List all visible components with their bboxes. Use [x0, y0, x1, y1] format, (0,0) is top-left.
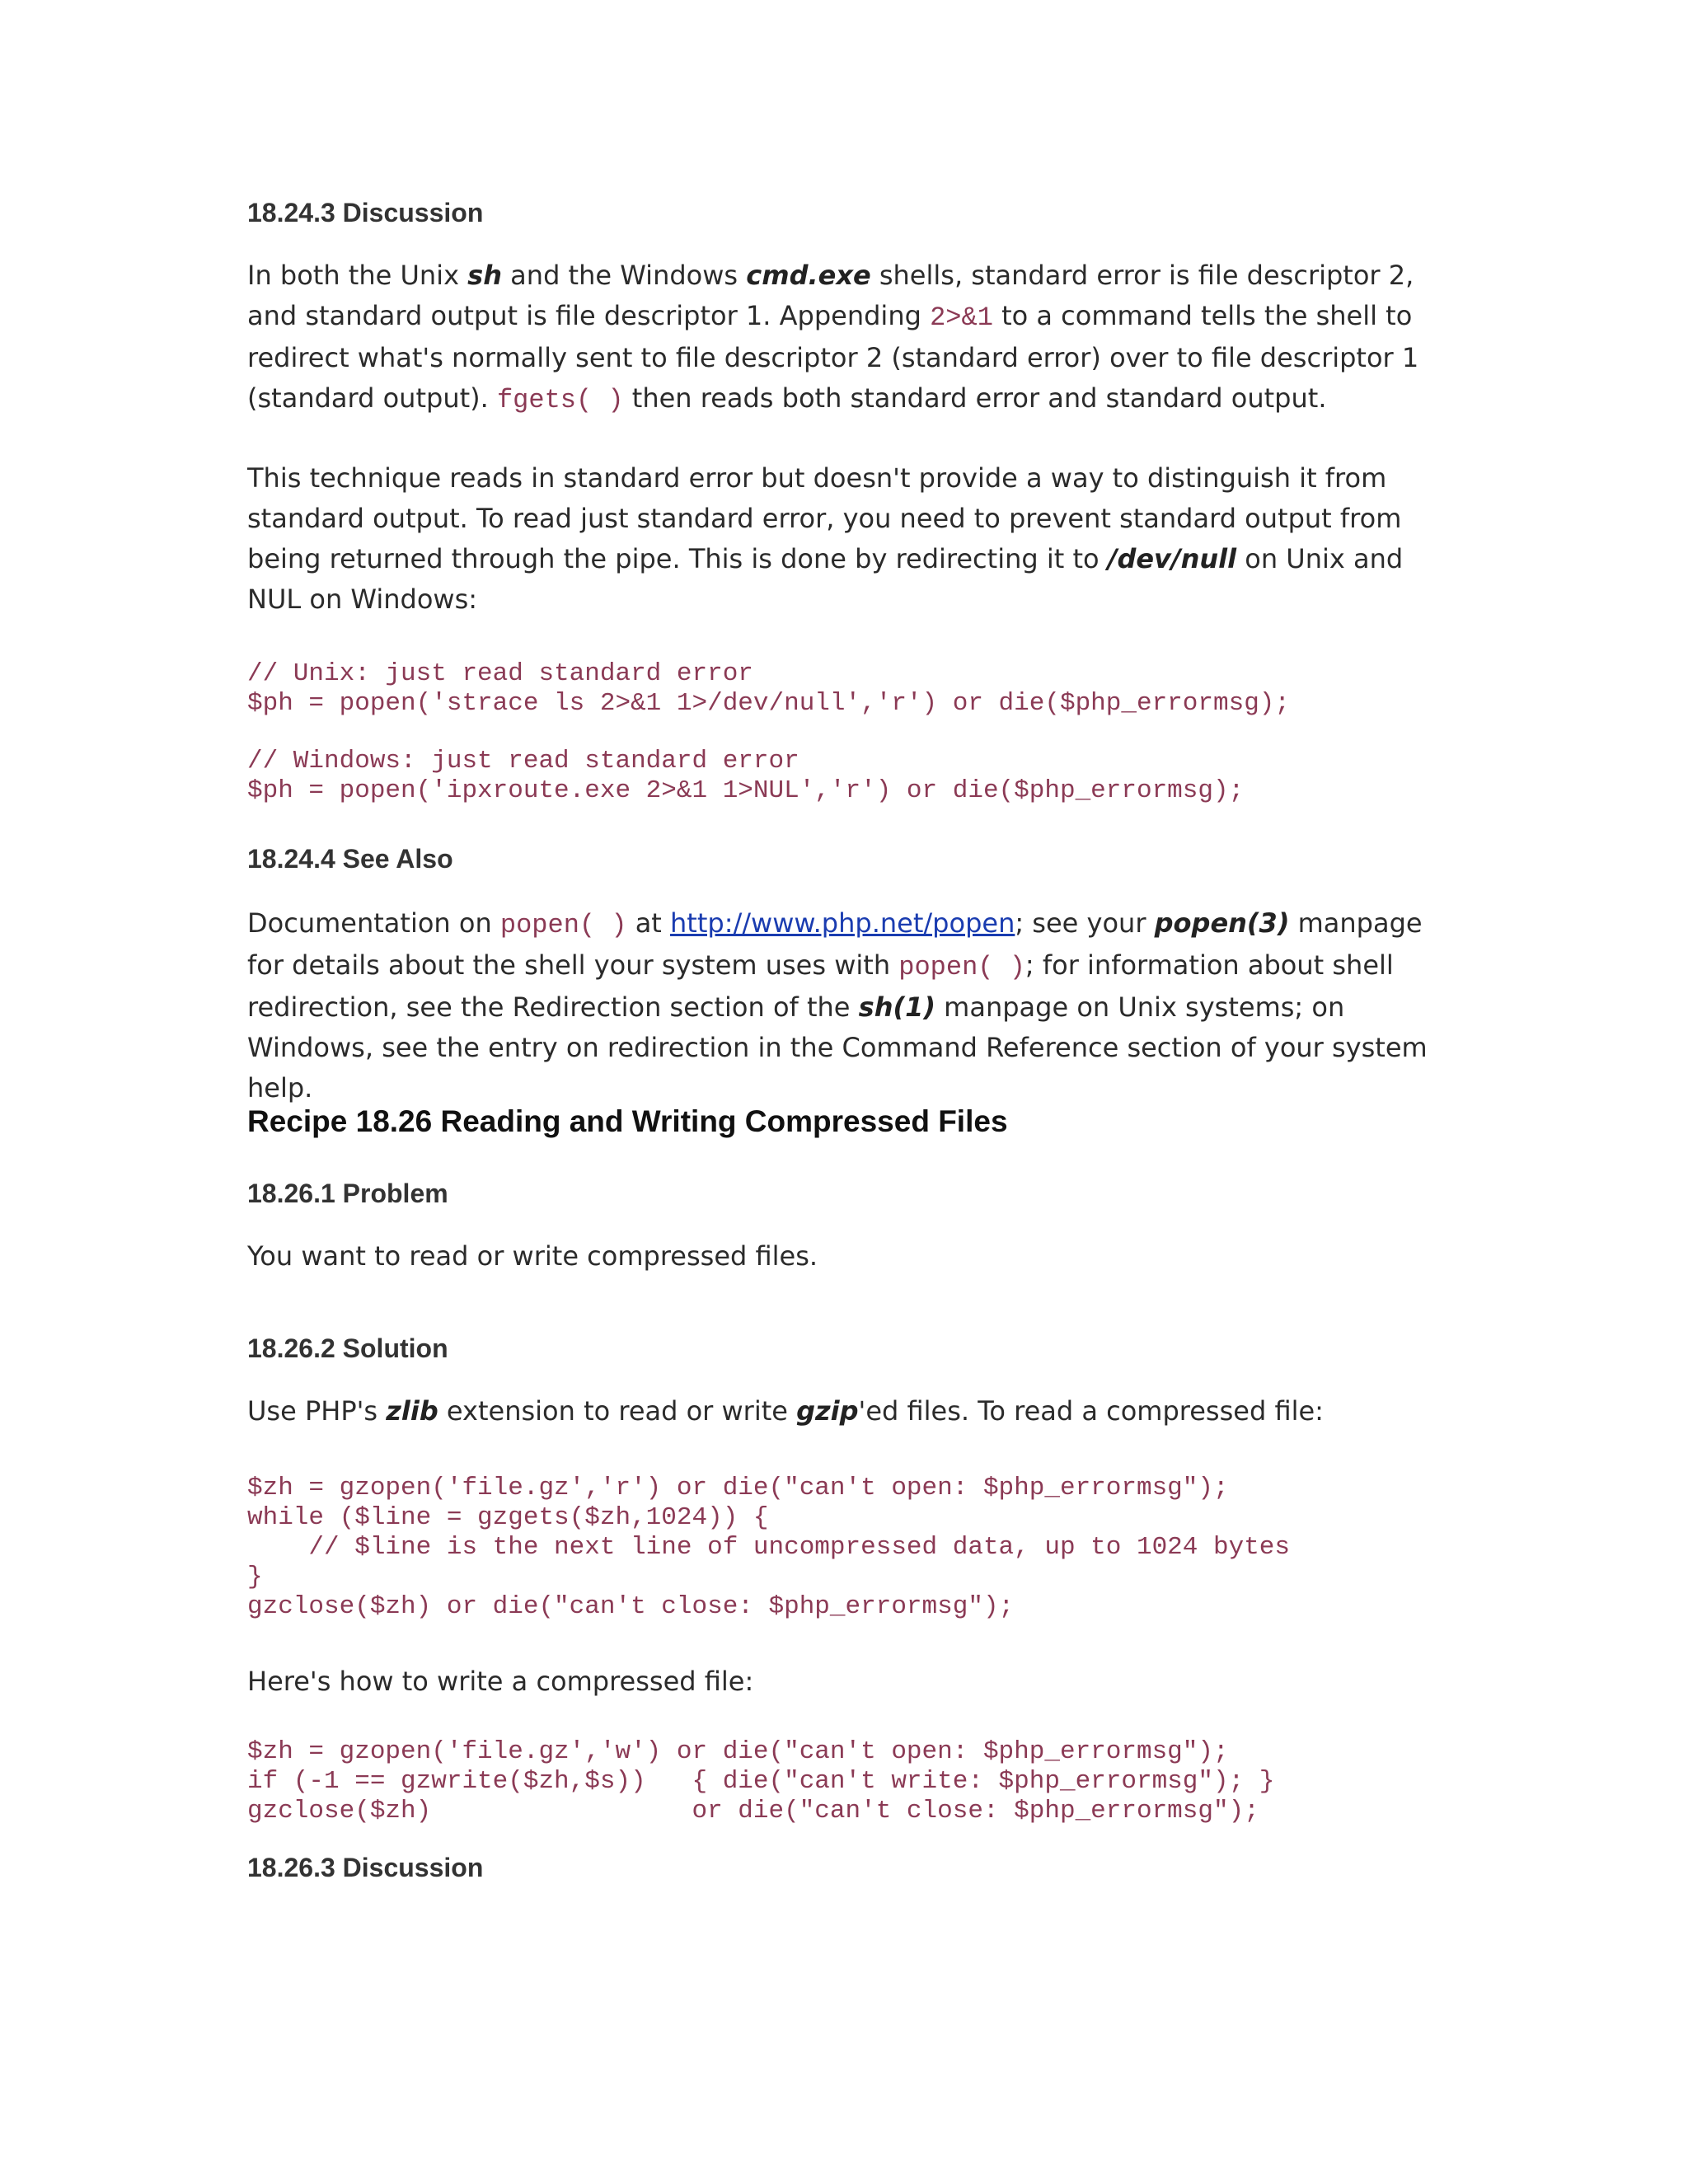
section-heading-see-also: 18.24.4 See Also [247, 844, 453, 874]
text: 'ed files. To read a compressed file: [858, 1395, 1324, 1427]
text: ; for information about shell redirection, see the Redirection section of the [247, 949, 1394, 1023]
code-block-windows: // Windows: just read standard error $ph = popen('ipxroute.exe 2>&1 1>NUL','r') or die($php_errormsg); [247, 747, 1245, 805]
paragraph-discussion-1 [247, 255, 1434, 420]
inline-code: fgets( ) [496, 385, 624, 415]
command-cmd-exe: cmd.exe [746, 260, 871, 291]
text: ; see your [1015, 907, 1155, 939]
code-block-write: $zh = gzopen('file.gz','w') or die("can't open: $php_errormsg"); if (-1 == gzwrite($zh,$s)) { die("can't write: $php_errormsg"); } gzclose($zh) or die("can't close: $php_errormsg"); [247, 1737, 1275, 1825]
text: This technique reads in standard error but doesn't provide a way to distinguish it from standard output. To read just standard error, you need to prevent standard output from being returned through the pipe. This is done by redirecting it to [247, 462, 1402, 574]
section-heading-discussion: 18.24.3 Discussion [247, 198, 484, 227]
text: to a command tells the shell to redirect what's normally sent to file descriptor 2 (standard error) over to file descriptor 1 (standard output). [247, 300, 1419, 414]
paragraph-write: Here's how to write a compressed file: [247, 1666, 754, 1697]
text: at [626, 907, 671, 939]
inline-code: popen( ) [499, 910, 627, 940]
paragraph-solution [247, 1391, 1434, 1432]
code-block-read: $zh = gzopen('file.gz','r') or die("can't open: $php_errormsg"); while ($line = gzgets($zh,1024)) { // $line is the next line of uncompressed data, up to 1024 bytes } gzclose($zh) or die("can't close: $php_errormsg"); [247, 1474, 1291, 1621]
manpage-sh1: sh(1) [858, 991, 935, 1023]
paragraph-see-also [247, 903, 1434, 1108]
inline-code: 2>&1 [930, 302, 993, 333]
command-sh: sh [467, 260, 502, 291]
code-block-unix: // Unix: just read standard error $ph = popen('strace ls 2>&1 1>/dev/null','r') or die($php_errormsg); [247, 659, 1291, 718]
text: manpage for details about the shell your system uses with [247, 907, 1423, 981]
text: extension to read or write [438, 1395, 797, 1427]
inline-code: popen( ) [898, 952, 1025, 982]
paragraph-discussion-2 [247, 458, 1434, 620]
manpage-popen3: popen(3) [1154, 907, 1290, 939]
path-dev-null: /dev/null [1107, 543, 1237, 574]
text: In both the Unix [247, 260, 468, 291]
text: on Unix and NUL on Windows: [247, 543, 1404, 615]
text: manpage on Unix systems; on Windows, see the entry on redirection in the Command Reference section of your system help. [247, 991, 1428, 1104]
section-heading-discussion-2: 18.26.3 Discussion [247, 1853, 484, 1882]
format-gzip: gzip [796, 1395, 859, 1427]
paragraph-problem: You want to read or write compressed files. [247, 1240, 818, 1272]
text: Use PHP's [247, 1395, 387, 1427]
popen-docs-link[interactable]: http://www.php.net/popen [670, 907, 1015, 939]
text: shells, standard error is file descriptor 2, and standard output is file descriptor 1. Appending [247, 260, 1414, 331]
section-heading-problem: 18.26.1 Problem [247, 1179, 448, 1208]
recipe-title: Recipe 18.26 Reading and Writing Compressed Files [247, 1104, 1008, 1138]
text: and the Windows [502, 260, 747, 291]
extension-zlib: zlib [386, 1395, 438, 1427]
section-heading-solution: 18.26.2 Solution [247, 1333, 448, 1363]
text: then reads both standard error and standard output. [623, 382, 1327, 414]
text: Documentation on [247, 907, 500, 939]
